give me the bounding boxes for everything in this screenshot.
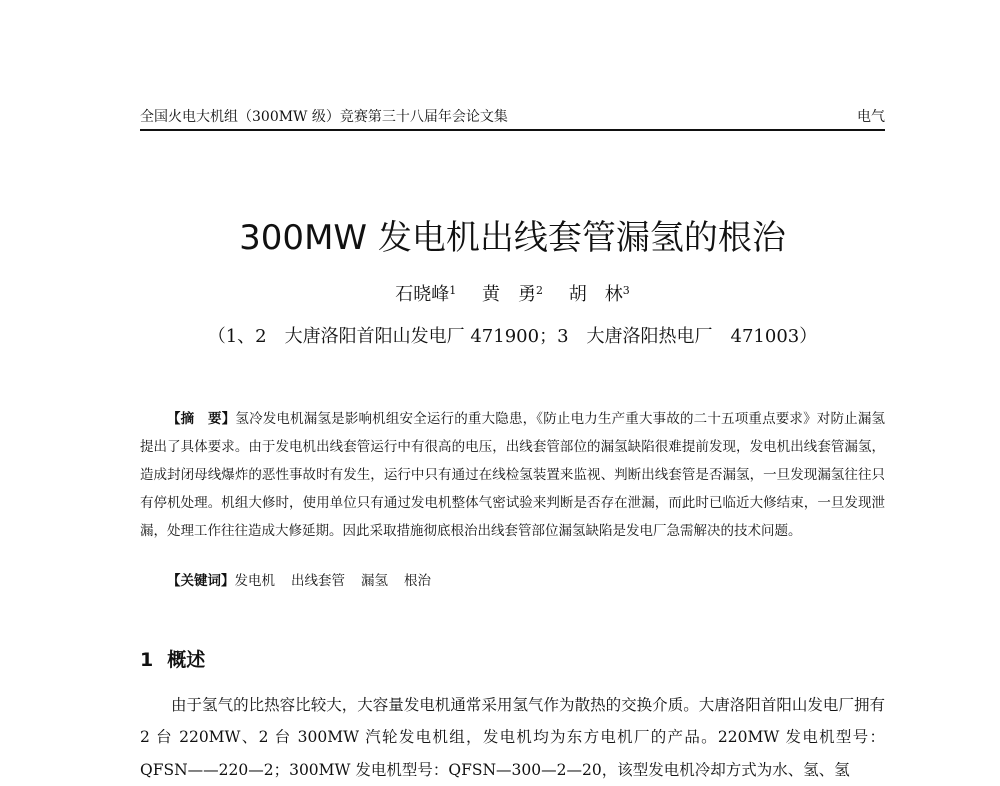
author-3 — [569, 280, 630, 312]
author-name: 胡 林 — [569, 284, 623, 305]
keywords-label: 【关键词】 — [167, 573, 235, 589]
running-header — [140, 104, 885, 130]
header-proceedings-title: 全国火电大机组（300MW 级）竞赛第三十八届年会论文集 — [140, 104, 508, 130]
abstract-paragraph — [140, 405, 885, 546]
affiliation-line: （1、2 大唐洛阳首阳山发电厂 471900；3 大唐洛阳热电厂 471003） — [140, 322, 885, 352]
header-divider — [140, 129, 885, 131]
body-paragraph: 由于氢气的比热容比较大，大容量发电机通常采用氢气作为散热的交换介质。大唐洛阳首阳山发电厂拥有 2 台 220MW、2 台 300MW 汽轮发电机组，发电机均为东方电机厂的产品。220MW 发电机型号：QFSN——220—2；300MW 发电机型号：QFSN—300—2—20，该型发电机冷却方式为水、氢、氢 — [140, 689, 885, 786]
keywords-line — [167, 567, 885, 595]
author-list — [140, 280, 885, 312]
section-heading — [140, 645, 885, 675]
author-2 — [482, 280, 543, 312]
paper-title: 300MW 发电机出线套管漏氢的根治 — [140, 214, 885, 262]
keyword: 发电机 — [235, 573, 276, 589]
abstract-text: 氢冷发电机漏氢是影响机组安全运行的重大隐患，《防止电力生产重大事故的二十五项重点要求》对防止漏氢提出了具体要求。由于发电机出线套管运行中有很高的电压，出线套管部位的漏氢缺陷很难提前发现，发电机出线套管漏氢，造成封闭母线爆炸的恶性事故时有发生，运行中只有通过在线检氢装置来监视、判断出线套管是否漏氢，一旦发现漏氢往往只有停机处理。机组大修时，使用单位只有通过发电机整体气密试验来判断是否存在泄漏，而此时已临近大修结束，一旦发现泄漏，处理工作往往造成大修延期。因此采取措施彻底根治出线套管部位漏氢缺陷是发电厂急需解决的技术问题。 — [140, 411, 885, 540]
author-affiliation-mark: 1 — [449, 284, 456, 297]
author-affiliation-mark: 3 — [623, 284, 630, 297]
keyword: 出线套管 — [291, 573, 345, 589]
header-category: 电气 — [857, 104, 885, 130]
section-number: 1 — [140, 649, 153, 671]
keyword: 根治 — [404, 573, 431, 589]
author-name: 石晓峰 — [395, 284, 449, 305]
author-name: 黄 勇 — [482, 284, 536, 305]
author-1 — [395, 280, 456, 312]
author-affiliation-mark: 2 — [536, 284, 543, 297]
keyword: 漏氢 — [361, 573, 388, 589]
abstract-label: 【摘 要】 — [167, 411, 235, 427]
section-title: 概述 — [167, 649, 205, 671]
